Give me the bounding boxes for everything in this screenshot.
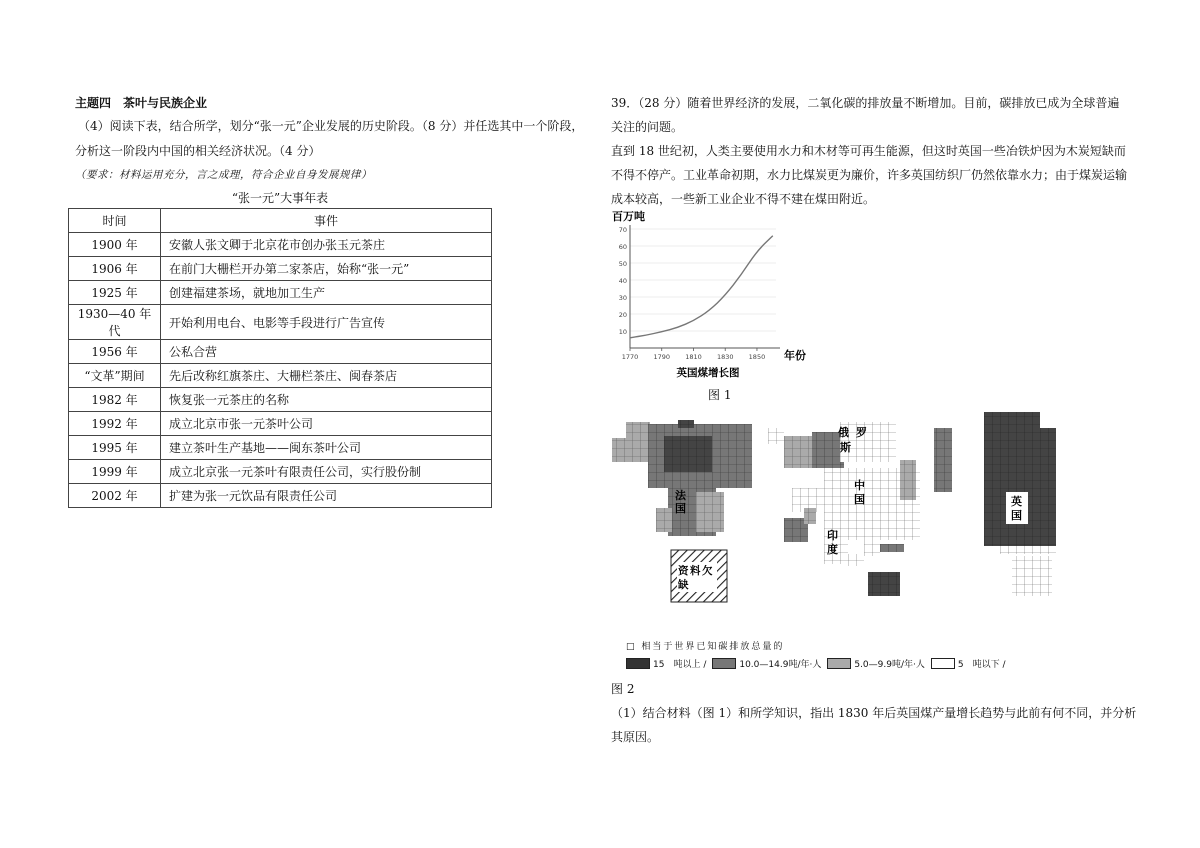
map-label-france-2: 国: [675, 502, 686, 515]
chart-xlabel: 年份: [784, 349, 806, 362]
q39-line1: 39．（28 分）随着世界经济的发展，二氧化碳的排放量不断增加。目前，碳排放已成为全球普遍: [611, 96, 1120, 110]
map-legend-title: □ 相当于世界已知碳排放总量的: [626, 642, 785, 652]
topic-title: 主题四 茶叶与民族企业: [75, 96, 208, 110]
legend-label: 10.0—14.9吨/年·人: [739, 659, 822, 670]
table-row: [69, 281, 492, 305]
map-label-india-2: 度: [827, 543, 838, 556]
chart-x-tick-label: 1810: [685, 353, 702, 361]
map-europe-america: [612, 420, 752, 536]
table-row: [69, 233, 492, 257]
chart-y-tick-label: 40: [618, 277, 627, 285]
map-label-russia-1: 俄: [838, 426, 849, 439]
legend-swatch: [626, 658, 650, 669]
table-cell-event: 恢复张一元茶庄的名称: [161, 388, 492, 412]
chart-ylabel: 百万吨: [612, 210, 645, 223]
q1-line2: 其原因。: [611, 730, 660, 744]
map-russia-asia: [768, 422, 952, 596]
chart-y-tick-label: 50: [618, 260, 627, 268]
map-label-russia-3: 斯: [840, 441, 851, 454]
map-label-india-1: 印: [827, 529, 838, 542]
events-table: [68, 208, 492, 508]
chart-x-tick-label: 1770: [621, 353, 639, 361]
legend-swatch: [712, 658, 736, 669]
table-row: [69, 340, 492, 364]
chart-y-tick-label: 10: [618, 328, 627, 336]
map-legend: [626, 656, 1012, 670]
table-cell-event: 成立北京张一元茶叶有限责任公司，实行股份制: [161, 460, 492, 484]
material-line1: 直到 18 世纪初，人类主要使用水力和木材等可再生能源，但这时英国一些冶铁炉因为木炭短缺而: [611, 144, 1126, 158]
table-cell-time: 1906 年: [69, 257, 161, 281]
table-header-time: 时间: [69, 209, 161, 233]
map-label-nodata-3: 欠: [702, 565, 713, 577]
legend-label: 15 吨以上 /: [653, 659, 707, 670]
table-title: “张一元”大事年表: [231, 191, 329, 205]
chart-y-tick-label: 70: [618, 226, 627, 234]
map-label-china-2: 国: [854, 493, 865, 506]
map-label-nodata-1: 资: [678, 565, 689, 577]
chart-y-tick-label: 20: [618, 311, 627, 319]
legend-swatch: [827, 658, 851, 669]
table-cell-event: 先后改称红旗茶庄、大栅栏茶庄、闽春茶店: [161, 364, 492, 388]
coal-series-line: [630, 236, 773, 338]
chart-y-tick-label: 60: [618, 243, 627, 251]
requirement-note: （要求：材料运用充分，言之成理，符合企业自身发展规律）: [75, 169, 372, 181]
table-cell-event: 公私合营: [161, 340, 492, 364]
fig1-caption: 图 1: [708, 388, 732, 402]
table-row: [69, 484, 492, 508]
table-header-row: [69, 209, 492, 233]
table-cell-time: 2002 年: [69, 484, 161, 508]
map-label-nodata-4: 缺: [678, 579, 689, 591]
table-row: [69, 388, 492, 412]
map-label-uk-2: 国: [1011, 509, 1022, 522]
table-cell-event: 开始利用电台、电影等手段进行广告宣传: [161, 305, 492, 340]
table-cell-time: 1982 年: [69, 388, 161, 412]
table-cell-event: 在前门大栅栏开办第二家茶店，始称“张一元”: [161, 257, 492, 281]
carbon-emission-map: [608, 408, 1088, 636]
table-header-event: 事件: [161, 209, 492, 233]
table-cell-time: 1995 年: [69, 436, 161, 460]
q4-text-line2: 分析这一阶段内中国的相关经济状况。（4 分）: [75, 144, 321, 158]
map-label-uk-1: 英: [1011, 495, 1022, 508]
table-cell-time: 1930—40 年代: [69, 305, 161, 340]
table-cell-time: “文革”期间: [69, 364, 161, 388]
table-cell-time: 1900 年: [69, 233, 161, 257]
table-cell-time: 1925 年: [69, 281, 161, 305]
table-cell-event: 成立北京市张一元茶叶公司: [161, 412, 492, 436]
table-row: [69, 364, 492, 388]
table-cell-event: 安徽人张文卿于北京花市创办张玉元茶庄: [161, 233, 492, 257]
table-row: [69, 436, 492, 460]
table-cell-event: 扩建为张一元饮品有限责任公司: [161, 484, 492, 508]
table-row: [69, 257, 492, 281]
table-row: [69, 412, 492, 436]
map-label-russia-2: 罗: [856, 426, 867, 439]
table-cell-time: 1956 年: [69, 340, 161, 364]
chart-x-tick-label: 1790: [653, 353, 671, 361]
table-row: [69, 305, 492, 340]
chart-y-tick-label: 30: [618, 294, 627, 302]
legend-label: 5 吨以下 /: [957, 659, 1006, 670]
legend-label: 5.0—9.9吨/年·人: [854, 659, 925, 670]
table-cell-time: 1992 年: [69, 412, 161, 436]
material-line2: 不得不停产。工业革命初期，水力比煤炭更为廉价，许多英国纺织厂仍然依靠水力；由于煤炭运输: [611, 168, 1128, 182]
table-cell-event: 创建福建茶场，就地加工生产: [161, 281, 492, 305]
chart-title: 英国煤增长图: [676, 367, 740, 379]
q39-line2: 关注的问题。: [611, 120, 684, 134]
map-label-china-1: 中: [854, 479, 865, 492]
fig2-caption: 图 2: [611, 682, 635, 696]
map-label-nodata-2: 料: [690, 565, 701, 577]
coal-growth-chart: [608, 207, 818, 382]
table-cell-time: 1999 年: [69, 460, 161, 484]
table-row: [69, 460, 492, 484]
chart-x-tick-label: 1830: [716, 353, 734, 361]
q4-text-line1: （4）阅读下表，结合所学，划分“张一元”企业发展的历史阶段。（8 分）并任选其中一个阶段，: [78, 119, 584, 133]
material-line3: 成本较高，一些新工业企业不得不建在煤田附近。: [611, 192, 876, 206]
chart-x-tick-label: 1850: [748, 353, 766, 361]
q1-line1: （1）结合材料（图 1）和所学知识，指出 1830 年后英国煤产量增长趋势与此前有何不同，并分析: [611, 706, 1137, 720]
map-label-france-1: 法: [675, 489, 686, 502]
legend-swatch: [931, 658, 955, 669]
table-cell-event: 建立茶叶生产基地——闽东茶叶公司: [161, 436, 492, 460]
